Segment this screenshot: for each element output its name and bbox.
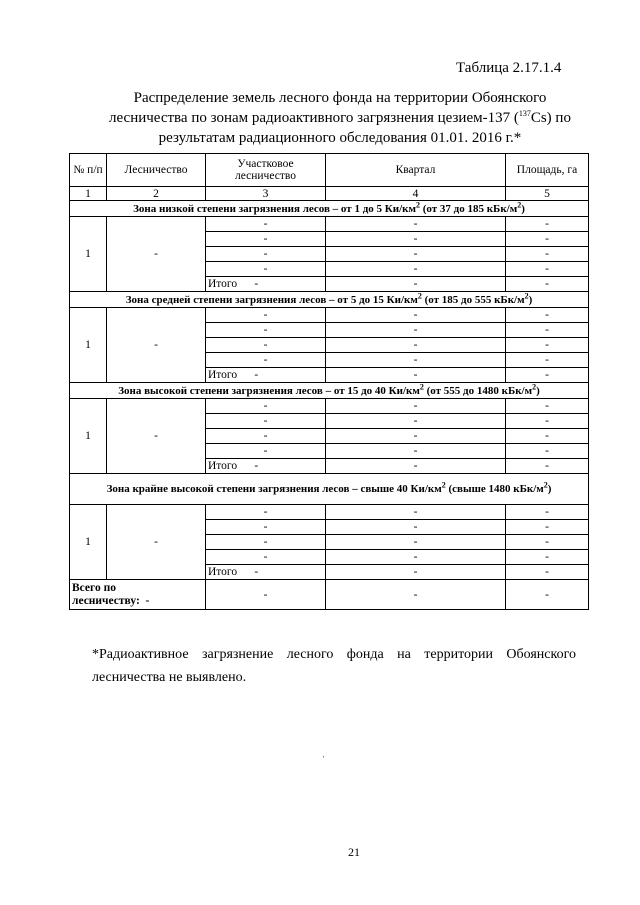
table-row [70, 217, 589, 232]
cell: - [326, 368, 506, 383]
cell: - [506, 353, 589, 368]
row-number: 1 [70, 505, 107, 580]
cell: - [206, 217, 326, 232]
cell: - [326, 535, 506, 550]
title-line-3: результатам радиационного обследования 01.01. 2016 г.* [158, 130, 522, 146]
table-row [70, 308, 589, 323]
table-title [100, 88, 580, 148]
cell: - [326, 277, 506, 292]
cell: - [506, 399, 589, 414]
cell: - [506, 414, 589, 429]
cell: - [206, 550, 326, 565]
table-row [70, 399, 589, 414]
cell: - [206, 338, 326, 353]
column-number: 4 [326, 187, 506, 201]
table-row [70, 505, 589, 520]
cell: - [506, 429, 589, 444]
cell: - [206, 505, 326, 520]
footnote [92, 643, 576, 689]
cell: - [206, 580, 326, 610]
cell: - [506, 277, 589, 292]
cell: - [206, 323, 326, 338]
zone-header-row [70, 383, 589, 399]
cell: - [506, 247, 589, 262]
cell: - [506, 520, 589, 535]
cell: - [326, 399, 506, 414]
zone-title-high: Зона высокой степени загрязнения лесов – от 15 до 40 $Ки/км^2$ (от 555 до 1480 кБк/$м^2$) [70, 383, 589, 399]
header-area: Площадь, га [506, 154, 589, 187]
title-line-2: лесничества по зонам радиоактивного загрязнения цезием-137 ($^{137}$Cs) по [109, 109, 571, 126]
cell: - [506, 535, 589, 550]
row-number: 1 [70, 399, 107, 474]
header-quarter: Квартал [326, 154, 506, 187]
cell: - [326, 565, 506, 580]
cell: - [326, 353, 506, 368]
cell: - [506, 232, 589, 247]
total-label: Всего по лесничеству: - [70, 580, 206, 610]
itogo-cell: Итого - [206, 459, 326, 474]
forestry-cell: - [107, 308, 206, 383]
cell: - [326, 338, 506, 353]
cell: - [206, 444, 326, 459]
cell: - [506, 505, 589, 520]
cell: - [326, 444, 506, 459]
cell: - [326, 520, 506, 535]
header-row [70, 154, 589, 187]
row-number: 1 [70, 308, 107, 383]
cell: - [506, 217, 589, 232]
cell: - [506, 444, 589, 459]
cell: - [206, 232, 326, 247]
cell: - [326, 550, 506, 565]
cell: - [506, 550, 589, 565]
itogo-cell: Итого - [206, 277, 326, 292]
title-line-1: Распределение земель лесного фонда на территории Обоянского [133, 90, 547, 106]
zone-header-row [70, 292, 589, 308]
zone-header-row [70, 474, 589, 505]
cell: - [326, 429, 506, 444]
cell: - [206, 262, 326, 277]
footnote-line-2: лесничества не выявлено. [92, 670, 247, 685]
column-number-row [70, 187, 589, 201]
zone-header-row [70, 201, 589, 217]
stray-mark: ˌ [322, 747, 326, 758]
cell: - [326, 459, 506, 474]
isotope-mass: 137 [518, 109, 531, 118]
footnote-line-1: *Радиоактивное загрязнение лесного фонда на территории Обоянского [92, 647, 576, 662]
forestry-cell: - [107, 399, 206, 474]
land-distribution-table [69, 153, 589, 610]
column-number: 5 [506, 187, 589, 201]
cell: - [506, 565, 589, 580]
cell: - [326, 580, 506, 610]
column-number: 3 [206, 187, 326, 201]
cell: - [326, 217, 506, 232]
cell: - [206, 535, 326, 550]
header-forestry: Лесничество [107, 154, 206, 187]
page-number: 21 [348, 845, 360, 859]
cell: - [206, 353, 326, 368]
cell: - [206, 247, 326, 262]
column-number: 2 [107, 187, 206, 201]
cell: - [326, 232, 506, 247]
forestry-cell: - [107, 217, 206, 292]
cell: - [506, 308, 589, 323]
itogo-cell: Итого - [206, 565, 326, 580]
cell: - [206, 414, 326, 429]
cell: - [326, 414, 506, 429]
header-district-forestry: Участковое лесничество [206, 154, 326, 187]
cell: - [326, 262, 506, 277]
cell: - [326, 247, 506, 262]
cell: - [506, 323, 589, 338]
total-row [70, 580, 589, 610]
cell: - [506, 338, 589, 353]
cell: - [506, 368, 589, 383]
zone-title-low: Зона низкой степени загрязнения лесов – от 1 до 5 $Ки/км^2$ (от 37 до 185 кБк/$м^2$) [70, 201, 589, 217]
cell: - [326, 308, 506, 323]
table-number: Таблица 2.17.1.4 [456, 60, 562, 76]
zone-title-medium: Зона средней степени загрязнения лесов – от 5 до 15 $Ки/км^2$ (от 185 до 555 кБк/$м^2$) [70, 292, 589, 308]
row-number: 1 [70, 217, 107, 292]
cell: - [206, 308, 326, 323]
cell: - [326, 323, 506, 338]
column-number: 1 [70, 187, 107, 201]
cell: - [206, 429, 326, 444]
cell: - [506, 580, 589, 610]
cell: - [206, 520, 326, 535]
cell: - [206, 399, 326, 414]
zone-title-extreme: Зона крайне высокой степени загрязнения лесов – свыше 40 $Ки/км^2$ (свыше 1480 кБк/$м^2$) [70, 474, 589, 505]
cell: - [326, 505, 506, 520]
itogo-cell: Итого - [206, 368, 326, 383]
forestry-cell: - [107, 505, 206, 580]
header-number: № п/п [70, 154, 107, 187]
cell: - [506, 262, 589, 277]
cell: - [506, 459, 589, 474]
